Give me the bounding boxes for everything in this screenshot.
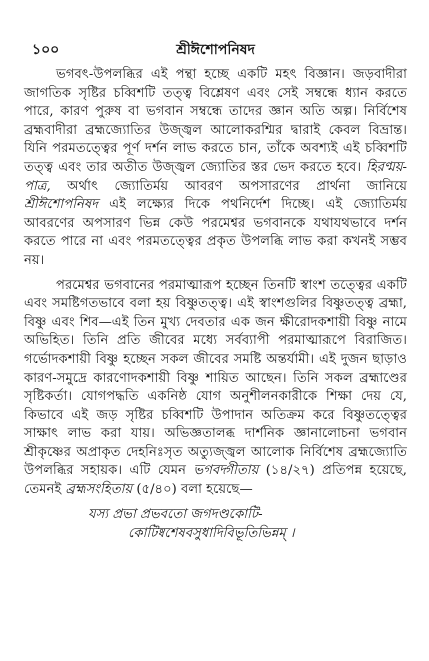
gita-ref-number: (১৪/২৭) প্রতিপন্ন হয়েছে, তেমনই — [24, 463, 407, 498]
sanskrit-verse — [24, 505, 407, 543]
paragraph-1-text: ভগবৎ-উপলব্ধির এই পন্থা হচ্ছে একটি মহৎ বিজ্ঞান। জড়বাদীরা জাগতিক সৃষ্টির চব্বিশটি তত্ত্ব বিশ্লেষণ এবং সেই সম্বন্ধে ধ্যান করতে পারে, কারণ পুরুষ বা ভগবান সম্বন্ধে তাদের জ্ঞান অতি অল্প। নির্বিশেষ ব্রহ্মবাদীরা ব্রহ্মজ্যোতির উজ্জ্বল আলোকরশ্মির দ্বারাই কেবল বিভ্রান্ত। যিনি পরমতত্ত্বের পূর্ণ দর্শন লাভ করতে চান, তাঁকে অবশ্যই এই চব্বিশটি তত্ত্ব এবং তার অতীত উজ্জ্বল জ্যোতির স্তর ভেদ করতে হবে। — [24, 67, 407, 175]
page-number: ১০০ — [32, 42, 60, 58]
isopanisad-title-ref: শ্রীঈশোপনিষদ — [24, 197, 99, 213]
verse-line-1: যস্য প্রভা প্রভবতো জগদণ্ডকোটি- — [88, 506, 263, 522]
page-header — [24, 30, 407, 58]
brahma-samhita-ref: ব্রহ্মসংহিতায় — [65, 482, 133, 498]
verse-line-2: কোটিষ্বশেষবসুধাদিবিভূতিভিন্নম্ । — [128, 525, 295, 541]
paragraph-1-tail: এই লক্ষ্যের দিকে পথনির্দেশ দিচ্ছে। এই জ্যোতির্ময় আবরণের অপসারণ ভিন্ন কেউ পরমেশ্বর ভগবানকে যথাযথভাবে দর্শন করতে পারে না এবং পরমতত্ত্বের প্রকৃত উপলব্ধি লাভ করা কখনই সম্ভব নয়। — [24, 197, 407, 268]
page-body — [24, 66, 407, 543]
paragraph-2 — [24, 277, 407, 500]
brahma-samhita-ref-number: (৫/৪০) বলা হয়েছে— — [132, 482, 253, 498]
running-title: শ্রীঈশোপনিষদ — [176, 42, 255, 58]
hiranmaya-patra-term: হিরণ্ময়-পাত্র, — [24, 159, 407, 194]
gita-ref: ভগবদ্গীতায় — [193, 463, 259, 479]
paragraph-2-text: পরমেশ্বর ভগবানের পরমাত্মারূপ হচ্ছেন তিনটি স্বাংশ তত্ত্বের একটি এবং সমষ্টিগতভাবে বলা হয় বিষ্ণুতত্ত্ব। এই স্বাংশগুলির বিষ্ণুতত্ত্ব ব্রহ্মা, বিষ্ণু এবং শিব—এই তিন মুখ্য দেবতার এক জন ক্ষীরোদকশায়ী বিষ্ণু নামে অভিহিত। তিনি প্রতি জীবের মধ্যে সর্বব্যাপী পরমাত্মারূপে বিরাজিত। গর্ভোদকশায়ী বিষ্ণু হচ্ছেন সকল জীবের সমষ্টি অন্তর্যামী। এই দুজন ছাড়াও কারণ-সমুদ্রে কারণোদকশায়ী বিষ্ণু শায়িত আছেন। তিনি সকল ব্রহ্মাণ্ডের সৃষ্টিকর্তা। যোগপদ্ধতি একনিষ্ঠ যোগ অনুশীলনকারীকে শিক্ষা দেয় যে, কিভাবে এই জড় সৃষ্টির চব্বিশটি উপাদান অতিক্রম করে বিষ্ণুতত্ত্বের সাক্ষাৎ লাভ করা যায়। অভিজ্ঞতালব্ধ দার্শনিক জ্ঞানালোচনা ভগবান শ্রীকৃষ্ণের অপ্রাকৃত দেহনিঃসৃত অত্যুজ্জ্বল আলোক নির্বিশেষ ব্রহ্মজ্যোতি উপলব্ধির সহায়ক। এটি যেমন — [24, 277, 407, 479]
paragraph-1-rest: অর্থাৎ জ্যোতির্ময় আবরণ অপসারণের প্রার্থনা জানিয়ে — [50, 178, 407, 194]
paragraph-1 — [24, 66, 407, 271]
